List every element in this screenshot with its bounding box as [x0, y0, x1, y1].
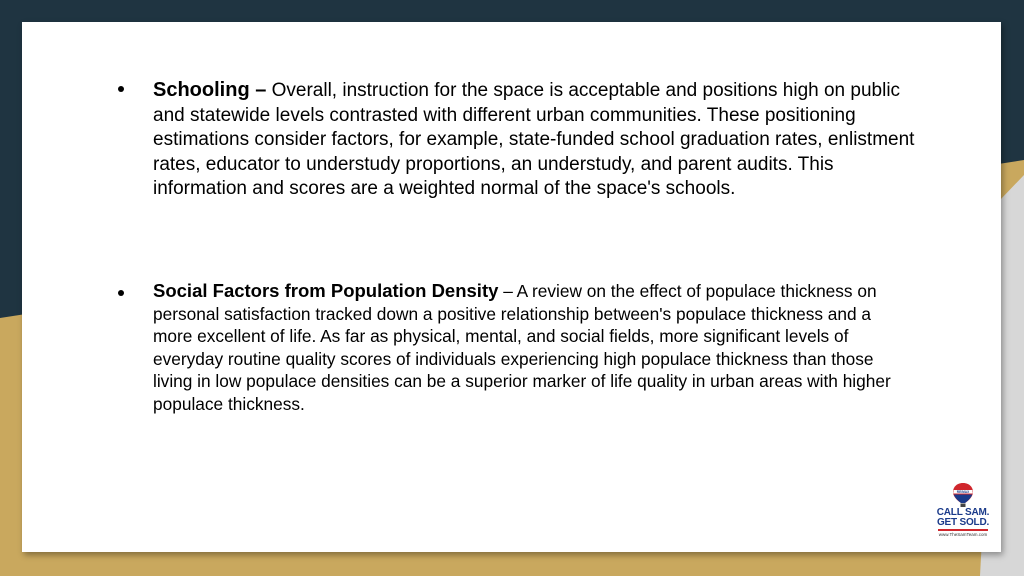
bullet-dot — [118, 86, 124, 92]
bullet-lead: Schooling – — [153, 79, 267, 101]
logo-website: www.TheSamTeam.com — [938, 532, 988, 537]
bullet-list — [22, 22, 1001, 552]
bullet-dot — [118, 290, 124, 296]
logo-underline — [938, 529, 988, 531]
bullet-text — [153, 78, 923, 202]
logo-line-2: GET SOLD. — [936, 517, 990, 528]
remax-balloon-icon — [951, 482, 975, 508]
bullet-text — [153, 280, 913, 416]
bullet-lead: Social Factors from Population Density — [153, 280, 499, 301]
logo-line-1: CALL SAM. — [936, 507, 990, 518]
balloon-label: RE/MAX — [956, 489, 970, 494]
bullet-body: Overall, instruction for the space is acceptable and positions high on public and statewide levels contrasted with different urban communities. These positioning estimations consider factors, for example, state-funded school graduation rates, enlistment rates, educator to understudy proportions, an understudy, and parent audits. This information and scores are a weighted normal of the space's schools. — [153, 80, 915, 199]
call-sam-logo — [931, 482, 995, 542]
slide-panel — [22, 22, 1001, 552]
bullet-body: – A review on the effect of populace thickness on personal satisfaction tracked down a positive relationship between's populace thickness and a more excellent of life. As far as physical, mental, and social fields, more significant levels of everyday routine quality scores of individuals experiencing high populace thickness than those living in low populace densities can be a superior marker of life quality in urban areas with higher populace thickness. — [153, 281, 891, 414]
